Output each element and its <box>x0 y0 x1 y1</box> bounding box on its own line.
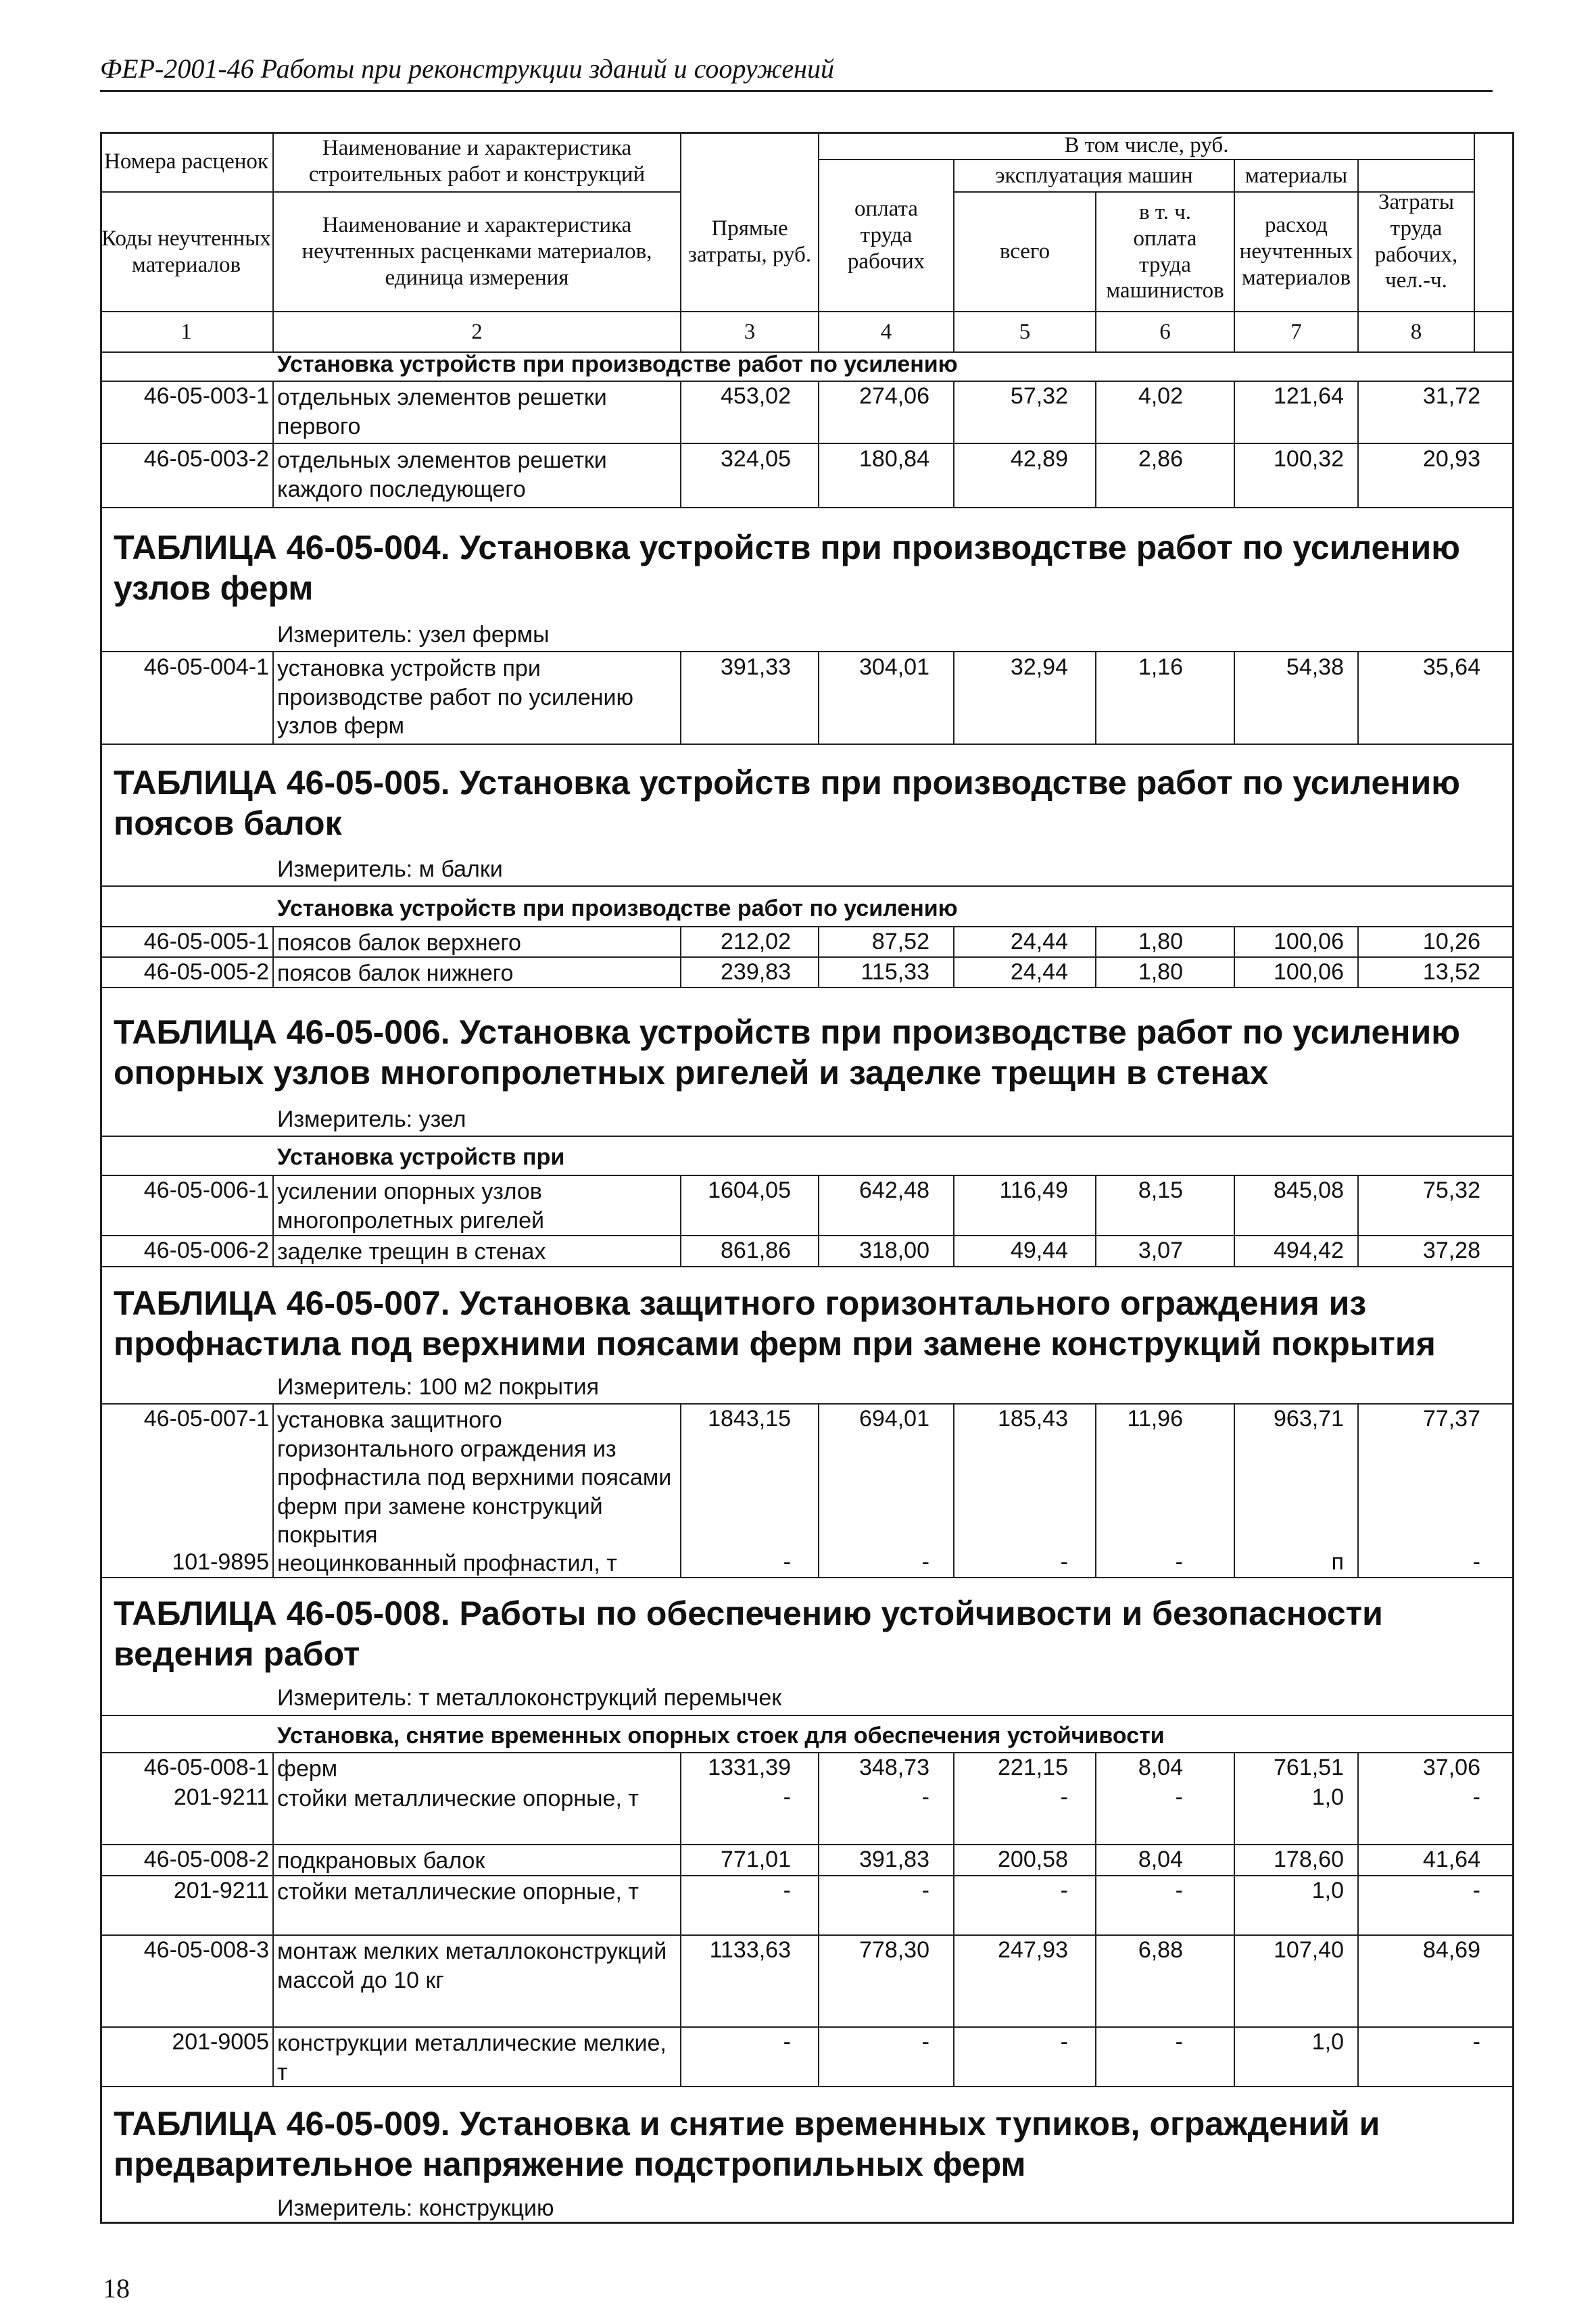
row-direct-cost: 1604,05 <box>708 1177 791 1203</box>
row-code: 46-05-006-2 <box>143 1238 269 1263</box>
row-machines-total: 24,44 <box>1010 959 1068 985</box>
header-num-8: 8 <box>1410 319 1422 344</box>
row-machinist-pay: 1,80 <box>1138 959 1183 985</box>
header-col2-top: Наименование и характеристика строительных работ и конструкций <box>308 136 646 187</box>
row-name: стойки металлические опорные, т <box>277 1879 639 1905</box>
header-col1-top: Номера расценок <box>104 149 268 174</box>
row-materials: 54,38 <box>1286 654 1344 680</box>
row-code: 46-05-006-1 <box>143 1177 269 1203</box>
row-machines-total: 57,32 <box>1010 383 1068 409</box>
row-machines-total: 42,89 <box>1010 446 1068 472</box>
header-col1-bottom: Коды неучтенных материалов <box>101 226 271 277</box>
row-machines-total: - <box>1060 2029 1068 2055</box>
row-machines-total: 185,43 <box>998 1406 1068 1432</box>
header-col3: Прямые затраты, руб. <box>687 216 812 267</box>
row-code: 201-9211 <box>173 1878 269 1903</box>
row-direct-cost: - <box>783 1878 791 1903</box>
row-code: 46-05-003-1 <box>143 383 269 409</box>
meter-005: Измеритель: м балки <box>277 856 503 882</box>
table-title-005: ТАБЛИЦА 46-05-005. Установка устройств при производстве работ по усилению поясов балок <box>114 764 1460 842</box>
table-title-007: ТАБЛИЦА 46-05-007. Установка защитного горизонтального ограждения из профнастила под верхними поясами ферм при замене конструкций покрытия <box>114 1284 1436 1363</box>
row-name: заделке трещин в стенах <box>277 1239 546 1265</box>
row-name: подкрановых балок <box>277 1848 485 1874</box>
row-machinist-pay: 8,15 <box>1138 1177 1183 1203</box>
header-num-5: 5 <box>1019 319 1031 344</box>
row-materials: 107,40 <box>1274 1937 1344 1963</box>
row-labor-hours: 75,32 <box>1422 1177 1480 1203</box>
table-title-009: ТАБЛИЦА 46-05-009. Установка и снятие временных тупиков, ограждений и предварительное напряжение подстропильных ферм <box>114 2105 1380 2183</box>
row-code: 101-9895 <box>172 1549 269 1575</box>
page-header: ФЕР-2001-46 Работы при реконструкции зданий и сооружений <box>100 53 1493 92</box>
row-direct-cost: - <box>783 1784 791 1810</box>
row-materials: 178,60 <box>1274 1847 1344 1872</box>
row-materials: 100,06 <box>1274 959 1344 985</box>
table-title-004: ТАБЛИЦА 46-05-004. Установка устройств при производстве работ по усилению узлов ферм <box>114 529 1460 607</box>
row-direct-cost: 1331,39 <box>708 1755 791 1780</box>
row-machines-total: - <box>1060 1878 1068 1903</box>
header-num-2: 2 <box>471 319 483 344</box>
row-name: монтаж мелких металлоконструкций массой до 10 кг <box>277 1939 667 1993</box>
row-labor-pay: 87,52 <box>871 929 929 954</box>
row-labor-pay: 318,00 <box>859 1238 929 1263</box>
row-labor-hours: 37,06 <box>1422 1755 1480 1780</box>
row-materials: 845,08 <box>1274 1177 1344 1203</box>
row-machinist-pay: 8,04 <box>1138 1755 1183 1780</box>
row-machinist-pay: 2,86 <box>1138 446 1183 472</box>
row-name: установка защитного горизонтального ограждения из профнастила под верхними поясами ферм при замене конструкций покрытия <box>277 1407 672 1548</box>
row-labor-pay: - <box>921 1784 929 1810</box>
row-direct-cost: - <box>783 1549 791 1575</box>
header-materials: материалы <box>1244 163 1348 188</box>
header-num-4: 4 <box>880 319 892 344</box>
row-materials: 121,64 <box>1274 383 1344 409</box>
subtitle-003: Установка устройств при производстве работ по усилению <box>277 351 958 377</box>
row-machines-total: - <box>1060 1784 1068 1810</box>
row-materials: 100,32 <box>1274 446 1344 472</box>
row-name: установка устройств при производстве работ по усилению узлов ферм <box>277 656 633 739</box>
row-materials: 761,51 <box>1274 1755 1344 1780</box>
header-col8: Затраты труда рабочих, чел.-ч. <box>1374 189 1458 293</box>
row-labor-pay: - <box>921 1878 929 1903</box>
row-labor-pay: 694,01 <box>859 1406 929 1432</box>
row-labor-hours: - <box>1472 1784 1480 1810</box>
row-code: 46-05-003-2 <box>143 446 269 472</box>
row-materials: 1,0 <box>1311 2029 1344 2055</box>
row-machinist-pay: - <box>1175 2029 1183 2055</box>
row-labor-pay: 274,06 <box>859 383 929 409</box>
header-num-6: 6 <box>1159 319 1171 344</box>
row-labor-pay: 391,83 <box>859 1847 929 1872</box>
row-direct-cost: 861,86 <box>721 1238 791 1263</box>
row-labor-hours: 41,64 <box>1422 1847 1480 1872</box>
row-materials: 1,0 <box>1311 1784 1344 1810</box>
header-col6: в т. ч. оплата труда машинистов <box>1106 199 1224 303</box>
row-name: поясов балок нижнего <box>277 960 514 986</box>
row-labor-pay: - <box>921 2029 929 2055</box>
row-direct-cost: 453,02 <box>721 383 791 409</box>
row-direct-cost: 771,01 <box>721 1847 791 1872</box>
row-code: 201-9005 <box>172 2029 269 2055</box>
row-code: 46-05-004-1 <box>143 654 269 680</box>
row-machines-total: 24,44 <box>1010 929 1068 954</box>
row-machinist-pay: 4,02 <box>1138 383 1183 409</box>
subtitle-006: Установка устройств при <box>277 1144 565 1170</box>
row-machines-total: 32,94 <box>1010 654 1068 680</box>
row-code: 201-9211 <box>173 1784 269 1810</box>
header-num-3: 3 <box>744 319 756 344</box>
row-labor-hours: 84,69 <box>1422 1937 1480 1963</box>
meter-007: Измеритель: 100 м2 покрытия <box>277 1374 600 1400</box>
header-num-7: 7 <box>1290 319 1302 344</box>
row-labor-hours: - <box>1472 1549 1480 1575</box>
header-col4: оплата труда рабочих <box>847 197 925 274</box>
row-labor-hours: - <box>1472 1878 1480 1903</box>
row-labor-hours: 31,72 <box>1422 383 1480 409</box>
row-machinist-pay: - <box>1175 1784 1183 1810</box>
row-name: конструкции металлические мелкие, т <box>277 2030 667 2085</box>
row-machines-total: 221,15 <box>998 1755 1068 1780</box>
row-machinist-pay: - <box>1175 1878 1183 1903</box>
row-code: 46-05-005-1 <box>143 929 269 954</box>
row-materials: 494,42 <box>1274 1238 1344 1263</box>
table-header <box>100 132 1514 354</box>
row-direct-cost: 324,05 <box>721 446 791 472</box>
row-code: 46-05-007-1 <box>143 1406 269 1432</box>
header-col5: всего <box>999 239 1050 264</box>
row-materials: 100,06 <box>1274 929 1344 954</box>
header-group: В том числе, руб. <box>1064 132 1229 157</box>
row-materials: п <box>1331 1549 1344 1575</box>
header-machines: эксплуатация машин <box>995 163 1193 188</box>
row-name: поясов балок верхнего <box>277 930 521 956</box>
row-direct-cost: 239,83 <box>721 959 791 985</box>
row-machines-total: 49,44 <box>1010 1238 1068 1263</box>
row-code: 46-05-008-3 <box>143 1937 269 1963</box>
row-code: 46-05-005-2 <box>143 959 269 985</box>
row-labor-hours: 20,93 <box>1422 446 1480 472</box>
meter-004: Измеритель: узел фермы <box>277 622 550 648</box>
row-direct-cost: - <box>783 2029 791 2055</box>
row-machinist-pay: 3,07 <box>1138 1238 1183 1263</box>
page-number: 18 <box>103 2273 130 2304</box>
row-code: 46-05-008-2 <box>143 1847 269 1872</box>
row-name: ферм <box>277 1756 338 1782</box>
row-labor-hours: - <box>1472 2029 1480 2055</box>
header-col7: расход неучтенных материалов <box>1239 213 1353 290</box>
row-machinist-pay: 1,16 <box>1138 654 1183 680</box>
row-name: усилении опорных узлов многопролетных ригелей <box>277 1179 545 1234</box>
row-machines-total: 200,58 <box>998 1847 1068 1872</box>
row-labor-pay: - <box>921 1549 929 1575</box>
row-direct-cost: 212,02 <box>721 929 791 954</box>
row-labor-pay: 778,30 <box>859 1937 929 1963</box>
row-machinist-pay: 8,04 <box>1138 1847 1183 1872</box>
header-col2-bottom: Наименование и характеристика неучтенных расценками материалов, единица измерения <box>301 213 652 290</box>
row-direct-cost: 1133,63 <box>709 1937 791 1963</box>
row-labor-hours: 35,64 <box>1422 654 1480 680</box>
row-code: 46-05-008-1 <box>143 1755 269 1780</box>
table-title-008: ТАБЛИЦА 46-05-008. Работы по обеспечению устойчивости и безопасности ведения работ <box>114 1594 1383 1673</box>
meter-009: Измеритель: конструкцию <box>277 2195 554 2221</box>
row-name: отдельных элементов решетки каждого последующего <box>277 447 607 502</box>
row-labor-hours: 37,28 <box>1422 1238 1480 1263</box>
row-labor-pay: 180,84 <box>859 446 929 472</box>
row-direct-cost: 391,33 <box>721 654 791 680</box>
row-machinist-pay: - <box>1175 1549 1183 1575</box>
row-labor-pay: 642,48 <box>859 1177 929 1203</box>
row-labor-pay: 115,33 <box>861 959 929 985</box>
row-labor-hours: 10,26 <box>1422 929 1480 954</box>
meter-008: Измеритель: т металлоконструкций перемычек <box>277 1685 782 1711</box>
row-direct-cost: 1843,15 <box>708 1406 791 1432</box>
meter-006: Измеритель: узел <box>277 1106 466 1132</box>
row-materials: 1,0 <box>1311 1878 1344 1903</box>
row-machinist-pay: 6,88 <box>1138 1937 1183 1963</box>
row-name: стойки металлические опорные, т <box>277 1786 639 1811</box>
row-labor-pay: 348,73 <box>859 1755 929 1780</box>
row-labor-hours: 77,37 <box>1422 1406 1480 1432</box>
row-labor-hours: 13,52 <box>1422 959 1480 985</box>
row-machinist-pay: 1,80 <box>1138 929 1183 954</box>
row-name: неоцинкованный профнастил, т <box>277 1551 617 1576</box>
row-materials: 963,71 <box>1274 1406 1344 1432</box>
row-machines-total: 116,49 <box>999 1177 1068 1203</box>
row-name: отдельных элементов решетки первого <box>277 385 607 439</box>
row-machines-total: - <box>1060 1549 1068 1575</box>
subtitle-005: Установка устройств при производстве работ по усилению <box>277 896 958 921</box>
table-title-006: ТАБЛИЦА 46-05-006. Установка устройств при производстве работ по усилению опорных узлов многопролетных ригелей и заделке трещин в стенах <box>114 1013 1460 1092</box>
row-machinist-pay: 11,96 <box>1127 1406 1183 1432</box>
header-num-1: 1 <box>180 319 192 344</box>
row-machines-total: 247,93 <box>998 1937 1068 1963</box>
subtitle-008: Установка, снятие временных опорных стоек для обеспечения устойчивости <box>277 1723 1165 1749</box>
row-labor-pay: 304,01 <box>859 654 929 680</box>
